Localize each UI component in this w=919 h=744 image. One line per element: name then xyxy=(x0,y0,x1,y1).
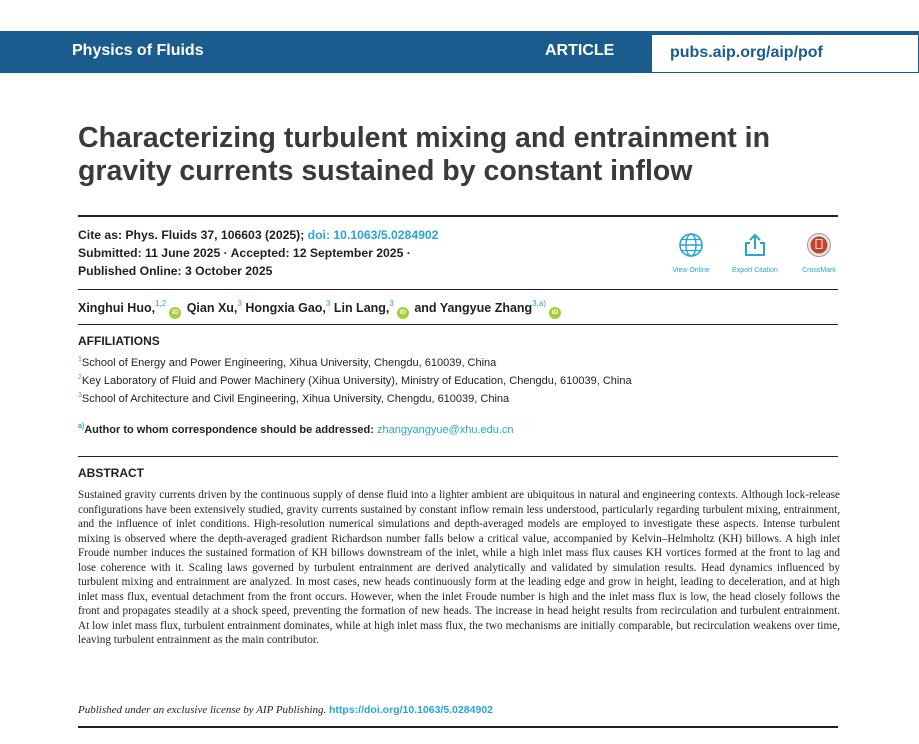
license-doi-link[interactable]: https://doi.org/10.1063/5.0284902 xyxy=(329,704,494,716)
correspondence-mark: a) xyxy=(78,423,85,430)
divider-bottom xyxy=(78,726,838,728)
doi-link[interactable]: doi: 10.1063/5.0284902 xyxy=(307,228,439,242)
author-affil-mark: 1,2 xyxy=(155,299,167,308)
cite-pages: , 106603 (2025); xyxy=(214,228,308,242)
divider-top xyxy=(78,215,838,217)
journal-url-link[interactable]: pubs.aip.org/aip/pof xyxy=(670,44,823,61)
author-affil-mark: 3 xyxy=(237,299,242,308)
submitted-line: Submitted: 11 June 2025 · Accepted: 12 September 2025 · xyxy=(78,246,411,260)
author-name[interactable]: Xinghui Huo, xyxy=(78,301,156,315)
affiliation-number: 1 xyxy=(78,356,82,363)
affiliation-text: School of Energy and Power Engineering, Xihua University, Chengdu, 610039, China xyxy=(81,357,497,369)
export-citation-label: Export Citation xyxy=(732,267,778,274)
author-affil-mark: 3 xyxy=(389,299,394,308)
author-name[interactable]: Hongxia Gao, xyxy=(245,301,326,315)
cite-volume: 37 xyxy=(200,228,215,242)
divider-abstract xyxy=(78,456,838,457)
affiliation-number: 3 xyxy=(78,392,82,399)
abstract-text: Sustained gravity currents driven by the continuous supply of dense fluid into a lighter ambient are ubiquitous in natural and engineering contexts. Although lock-release configurations have been extensively studied, gravity currents sustained by constant inflow remain less understood, particularly regarding turbulent mixing, entrainment, and the influence of inlet conditions. High-resolution numerical simulations and depth-averaged models are employed to investigate these aspects. Intense turbulent mixing is observed where the depth-averaged gradient Richardson number falls below a critical value, accompanied by Kelvin–Helmholtz (KH) billows. A high inlet Froude number induces the sustained formation of KH billows downstream of the inlet, while a high inlet mass flux causes KH vortices formed at the front to lag and lose coherence with it. Scaling laws governed by turbulent entrainment are derived analytically and validated by simulation results. Head dynamics influenced by turbulent mixing and entrainment are analyzed. In most cases, new heads continuously form at the leading edge and grow in height, leading to deceleration, and at high inlet mass flux, eventual detachment from the front occurs. However, when the inlet Froude number is high and the inlet mass flux is low, the head closely follows the front and propagates steadily at a shock speed, preventing the formation of new heads. The increase in head height results from recirculation and turbulent entrainment. At low inlet mass flux, turbulent entrainment dominates, while at high inlet mass flux, the two mechanisms are initially comparable, but recirculation weakens over time, leaving turbulent entrainment as the main contributor. xyxy=(78,489,840,646)
orcid-icon[interactable]: iD xyxy=(397,307,409,319)
license-note xyxy=(78,704,493,716)
export-citation-button[interactable] xyxy=(720,232,790,274)
author-affil-mark: 3,a) xyxy=(532,299,546,308)
affiliation-text: School of Architecture and Civil Engineering, Xihua University, Chengdu, 610039, China xyxy=(81,393,510,405)
affiliation-item xyxy=(78,392,509,405)
journal-url-box[interactable] xyxy=(652,35,918,72)
published-line: Published Online: 3 October 2025 xyxy=(78,264,273,278)
affiliations-heading: AFFILIATIONS xyxy=(78,334,160,348)
affiliation-text: Key Laboratory of Fluid and Power Machinery (Xihua University), Ministry of Education, Chengdu, 610039, China xyxy=(81,375,632,387)
affiliation-item xyxy=(78,374,632,387)
author-name[interactable]: Qian Xu, xyxy=(186,301,238,315)
view-online-button[interactable] xyxy=(656,232,726,274)
view-online-label: View Online xyxy=(672,267,710,274)
correspondence-text: Author to whom correspondence should be addressed: xyxy=(84,424,377,436)
affiliation-number: 2 xyxy=(78,374,82,381)
orcid-icon[interactable]: iD xyxy=(549,307,561,319)
cite-prefix: Cite as: Phys. Fluids xyxy=(78,228,201,242)
author-affil-mark: 3 xyxy=(325,299,331,308)
author-list xyxy=(78,299,563,319)
journal-name[interactable]: Physics of Fluids xyxy=(72,42,204,59)
correspondence-email-link[interactable]: zhangyangyue@xhu.edu.cn xyxy=(377,424,514,436)
crossmark-label: CrossMark xyxy=(802,267,836,274)
crossmark-icon xyxy=(806,232,832,258)
affiliation-item xyxy=(78,356,496,369)
author-name[interactable]: and Yangyue Zhang xyxy=(414,301,533,315)
author-name[interactable]: Lin Lang, xyxy=(333,301,390,315)
article-type-label: ARTICLE xyxy=(545,42,615,59)
cite-line xyxy=(78,226,438,244)
divider-cite xyxy=(78,289,838,290)
divider-authors xyxy=(78,324,838,325)
globe-icon xyxy=(678,232,704,258)
license-text: Published under an exclusive license by AIP Publishing. xyxy=(78,704,330,716)
citation-block xyxy=(78,226,438,280)
article-title: Characterizing turbulent mixing and entrainment in gravity currents sustained by constant inflow xyxy=(78,122,770,187)
abstract-heading: ABSTRACT xyxy=(78,466,144,480)
crossmark-button[interactable] xyxy=(784,232,854,274)
export-icon xyxy=(742,232,768,258)
orcid-icon[interactable]: iD xyxy=(169,307,181,319)
correspondence-note xyxy=(78,423,514,436)
